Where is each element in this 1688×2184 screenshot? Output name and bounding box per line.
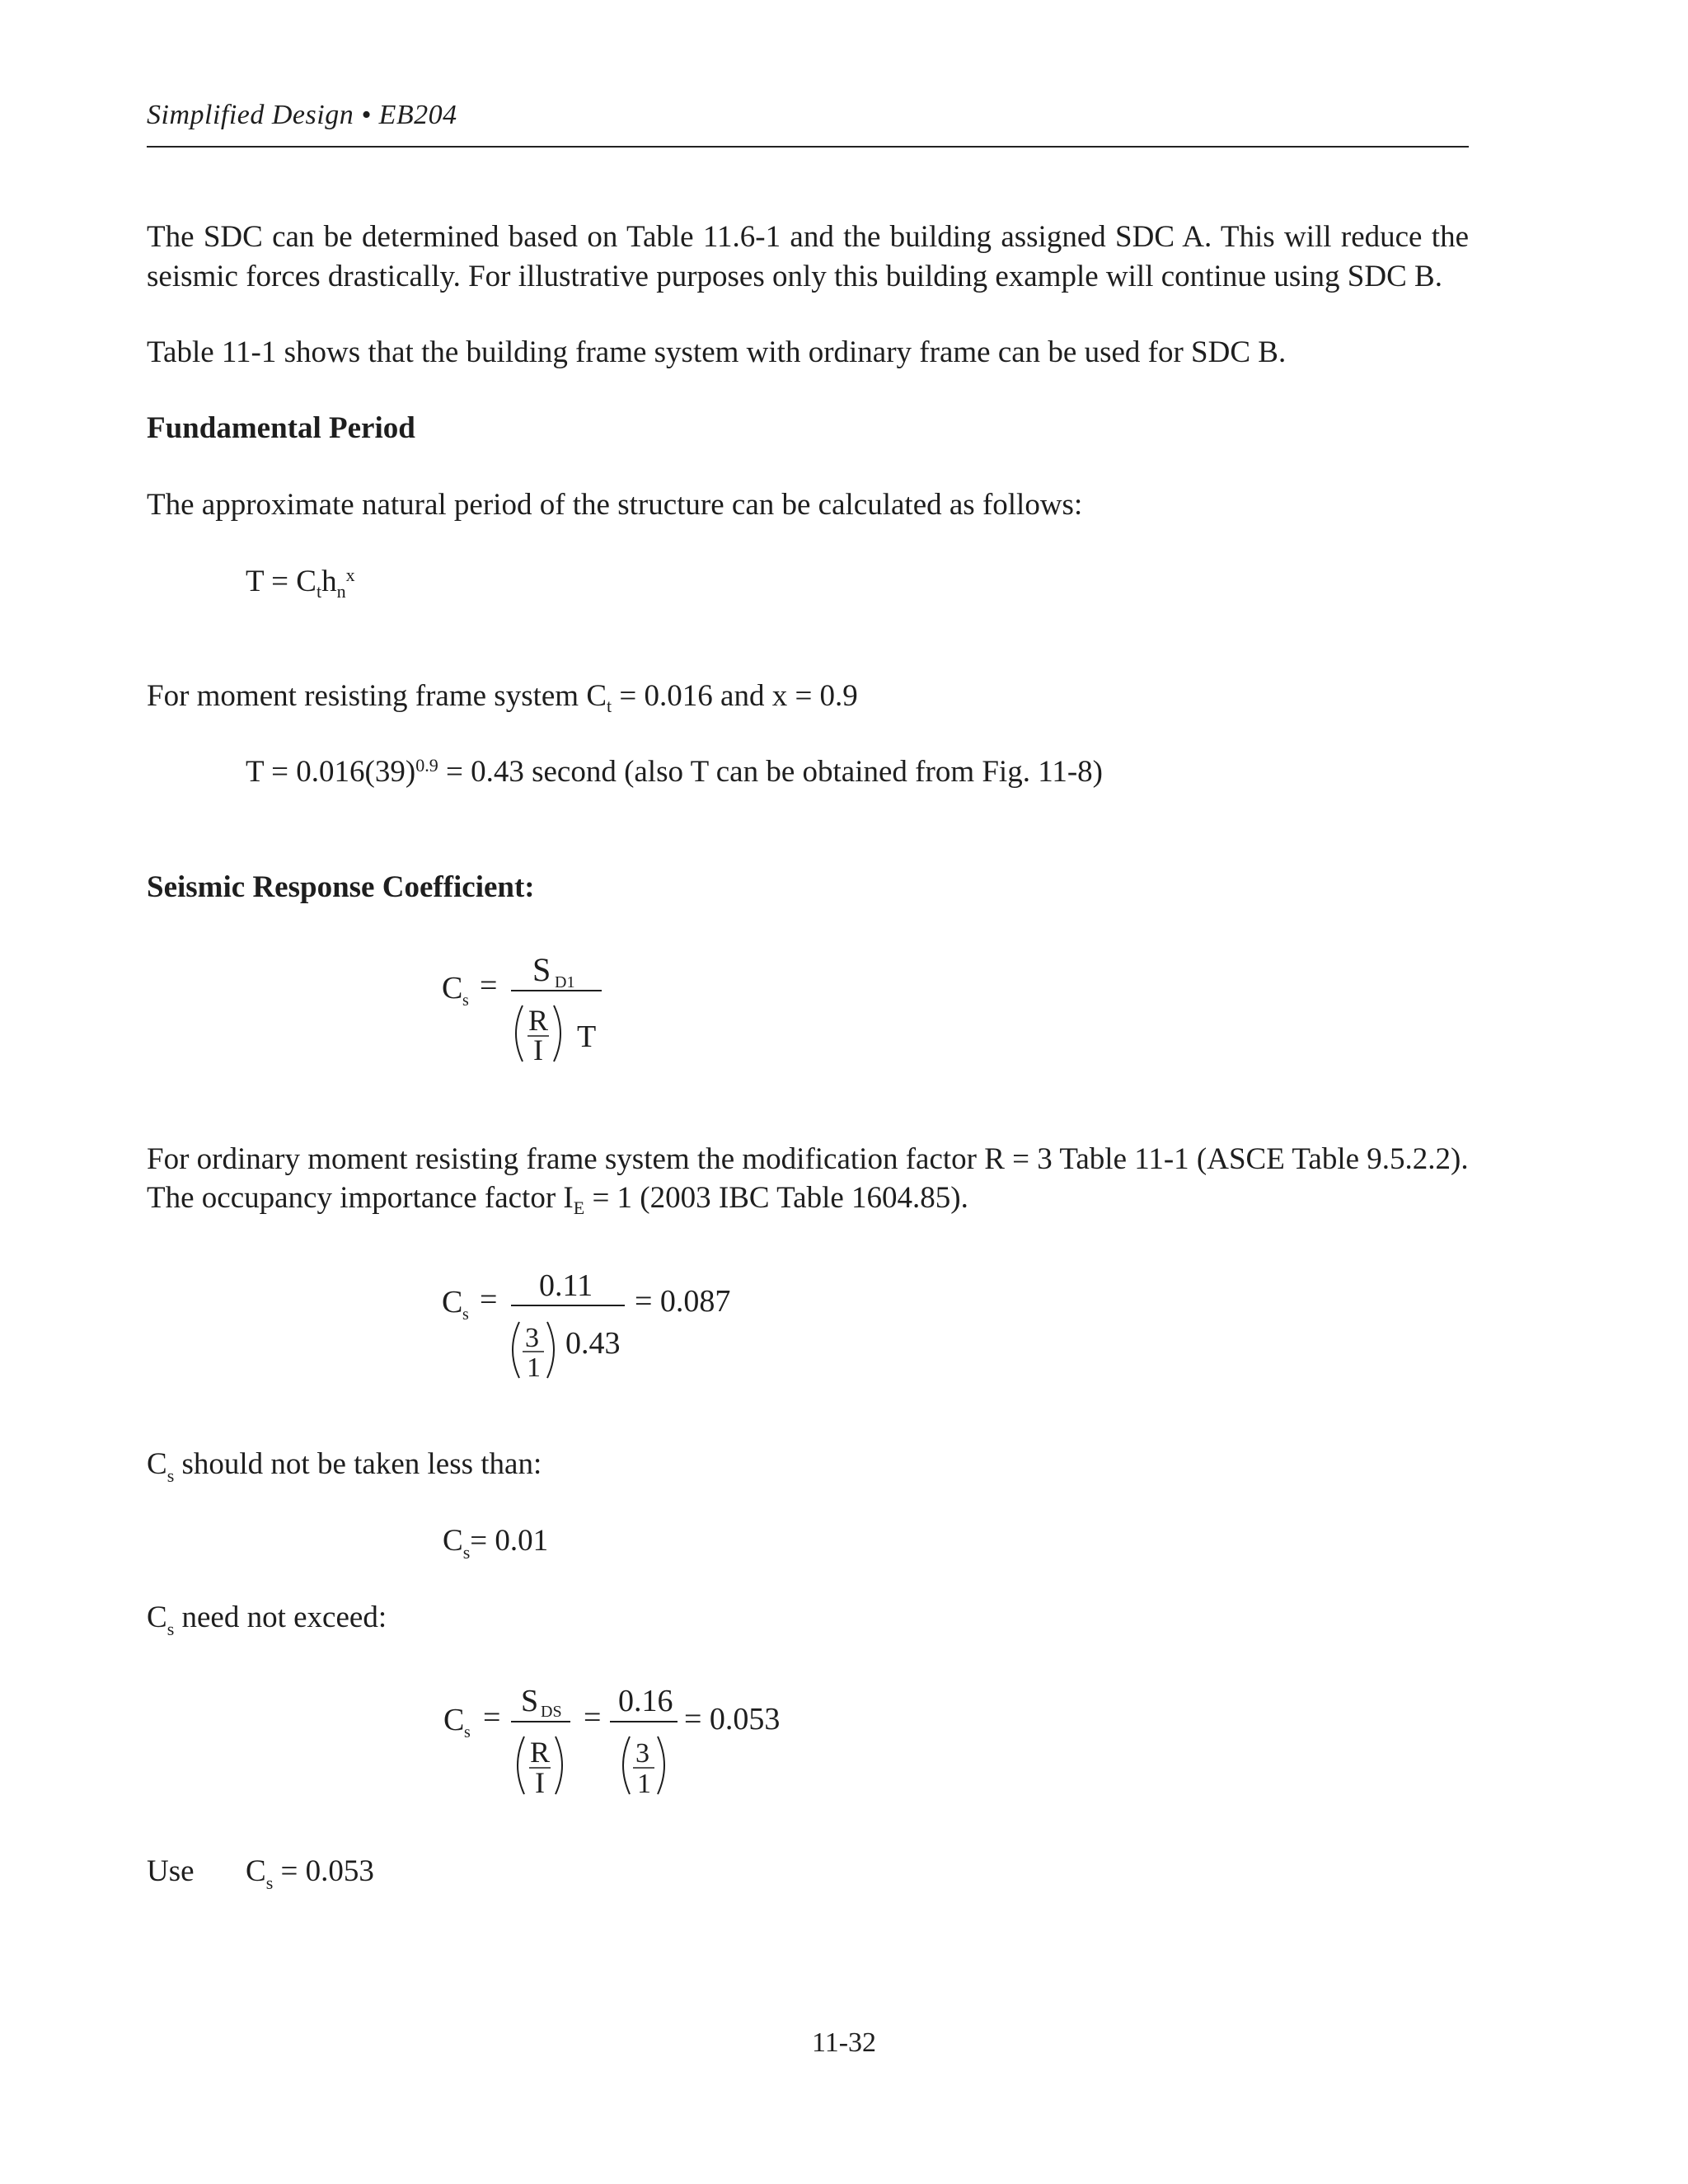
left-paren [518, 1736, 524, 1794]
eq-one: 1 [527, 1352, 541, 1383]
right-paren-2 [658, 1736, 664, 1794]
paragraph-sdc: The SDC can be determined based on Table 11.6-1 and the building assigned SDC A. This will reduce the seismic forces drastically. For illustrative purposes only this building example will continue using SDC B. [147, 220, 1469, 293]
eq-period-t-sub: t [316, 581, 322, 602]
text-span: C [246, 1854, 266, 1888]
eq-t: T [577, 1019, 597, 1054]
eq-numerator: 0.16 [618, 1684, 673, 1718]
text-span: C [147, 1601, 167, 1634]
use-label: Use [147, 1854, 195, 1888]
text-span: = 0.016 and x = 0.9 [612, 679, 858, 713]
eq-s-sub: s [462, 991, 469, 1010]
equation-cs-general [437, 948, 635, 1100]
paragraph-natural-period: The approximate natural period of the structure can be calculated as follows: [147, 488, 1083, 522]
eq-period-h: h [321, 565, 337, 598]
right-paren [554, 1005, 560, 1062]
subscript: E [573, 1197, 585, 1218]
equation-period-value [246, 752, 1103, 792]
heading-fundamental-period: Fundamental Period [147, 411, 415, 445]
eq-ds-sub: DS [541, 1703, 562, 1721]
eq-r: R [528, 1004, 549, 1037]
eq-c: C [442, 971, 463, 1005]
eq-equals: = [480, 968, 498, 1003]
subscript: s [166, 1619, 175, 1639]
eq-period-x-sup: x [345, 565, 355, 585]
eq-c: C [442, 1285, 463, 1319]
eq-s-sub: s [464, 1723, 471, 1741]
eq-equals: = [480, 1282, 498, 1317]
eq-period-n-sub: n [336, 581, 346, 602]
text-span: C [443, 1524, 463, 1558]
paragraph-table-11-1: Table 11-1 shows that the building frame system with ordinary frame can be used for SDC B. [147, 335, 1287, 369]
eq-equals-2: = [584, 1700, 602, 1735]
header-rule [147, 146, 1469, 148]
left-paren [513, 1322, 519, 1378]
text-span: = 1 (2003 IBC Table 1604.85). [584, 1181, 968, 1215]
running-header: Simplified Design • EB204 [147, 100, 457, 130]
subscript: s [462, 1542, 471, 1563]
subscript: s [166, 1465, 175, 1486]
left-paren [516, 1005, 523, 1062]
eq-s-sub: s [462, 1305, 469, 1324]
eq-equals: = [483, 1700, 501, 1735]
paragraph-cs-max [147, 1598, 387, 1638]
text-span: need not exceed: [174, 1601, 387, 1634]
eq-i: I [533, 1033, 543, 1066]
superscript: 0.9 [415, 755, 438, 776]
text-span: For moment resisting frame system C [147, 679, 607, 713]
paragraph-cs-min [147, 1445, 542, 1484]
eq-s: S [521, 1684, 539, 1718]
right-paren [547, 1322, 554, 1378]
eq-three: 3 [525, 1323, 539, 1353]
text-span: = 0.43 second (also T can be obtained from Fig. 11-8) [438, 755, 1103, 789]
paragraph-importance-factor [147, 1179, 968, 1218]
use-value [246, 1852, 374, 1891]
text-span: should not be taken less than: [174, 1447, 542, 1481]
eq-c: C [443, 1703, 465, 1737]
text-span: The occupancy importance factor I [147, 1181, 574, 1215]
eq-one: 1 [637, 1769, 651, 1799]
eq-d1-sub: D1 [555, 973, 575, 991]
equation-period-formula [246, 562, 355, 602]
eq-result: = 0.087 [635, 1284, 731, 1319]
equation-cs-general-svg [437, 948, 635, 1096]
eq-i: I [535, 1766, 545, 1799]
eq-period: 0.43 [565, 1326, 621, 1361]
eq-result: = 0.053 [684, 1702, 781, 1736]
heading-seismic-response: Seismic Response Coefficient: [147, 870, 535, 904]
eq-r: R [530, 1736, 551, 1769]
eq-three: 3 [635, 1738, 649, 1769]
left-paren-2 [623, 1736, 630, 1794]
eq-s: S [532, 951, 551, 988]
eq-numerator: 0.11 [539, 1268, 593, 1303]
equation-cs-value [437, 1261, 767, 1413]
eq-period-lhs: T = C [246, 565, 316, 598]
equation-cs-max [438, 1675, 818, 1827]
equation-cs-min [443, 1521, 548, 1561]
right-paren [556, 1736, 562, 1794]
text-span: T = 0.016(39) [246, 755, 416, 789]
equation-cs-max-svg [438, 1675, 818, 1823]
paragraph-modification-factor: For ordinary moment resisting frame system the modification factor R = 3 Table 11-1 (ASCE Table 9.5.2.2). [147, 1142, 1469, 1176]
subscript: t [607, 696, 612, 716]
equation-cs-value-svg [437, 1261, 767, 1409]
text-span: = 0.01 [470, 1524, 549, 1558]
subscript: s [265, 1872, 274, 1893]
paragraph-moment-frame [147, 677, 858, 716]
text-span: = 0.053 [273, 1854, 374, 1888]
text-span: C [147, 1447, 167, 1481]
page-number: 11-32 [811, 2027, 877, 2058]
